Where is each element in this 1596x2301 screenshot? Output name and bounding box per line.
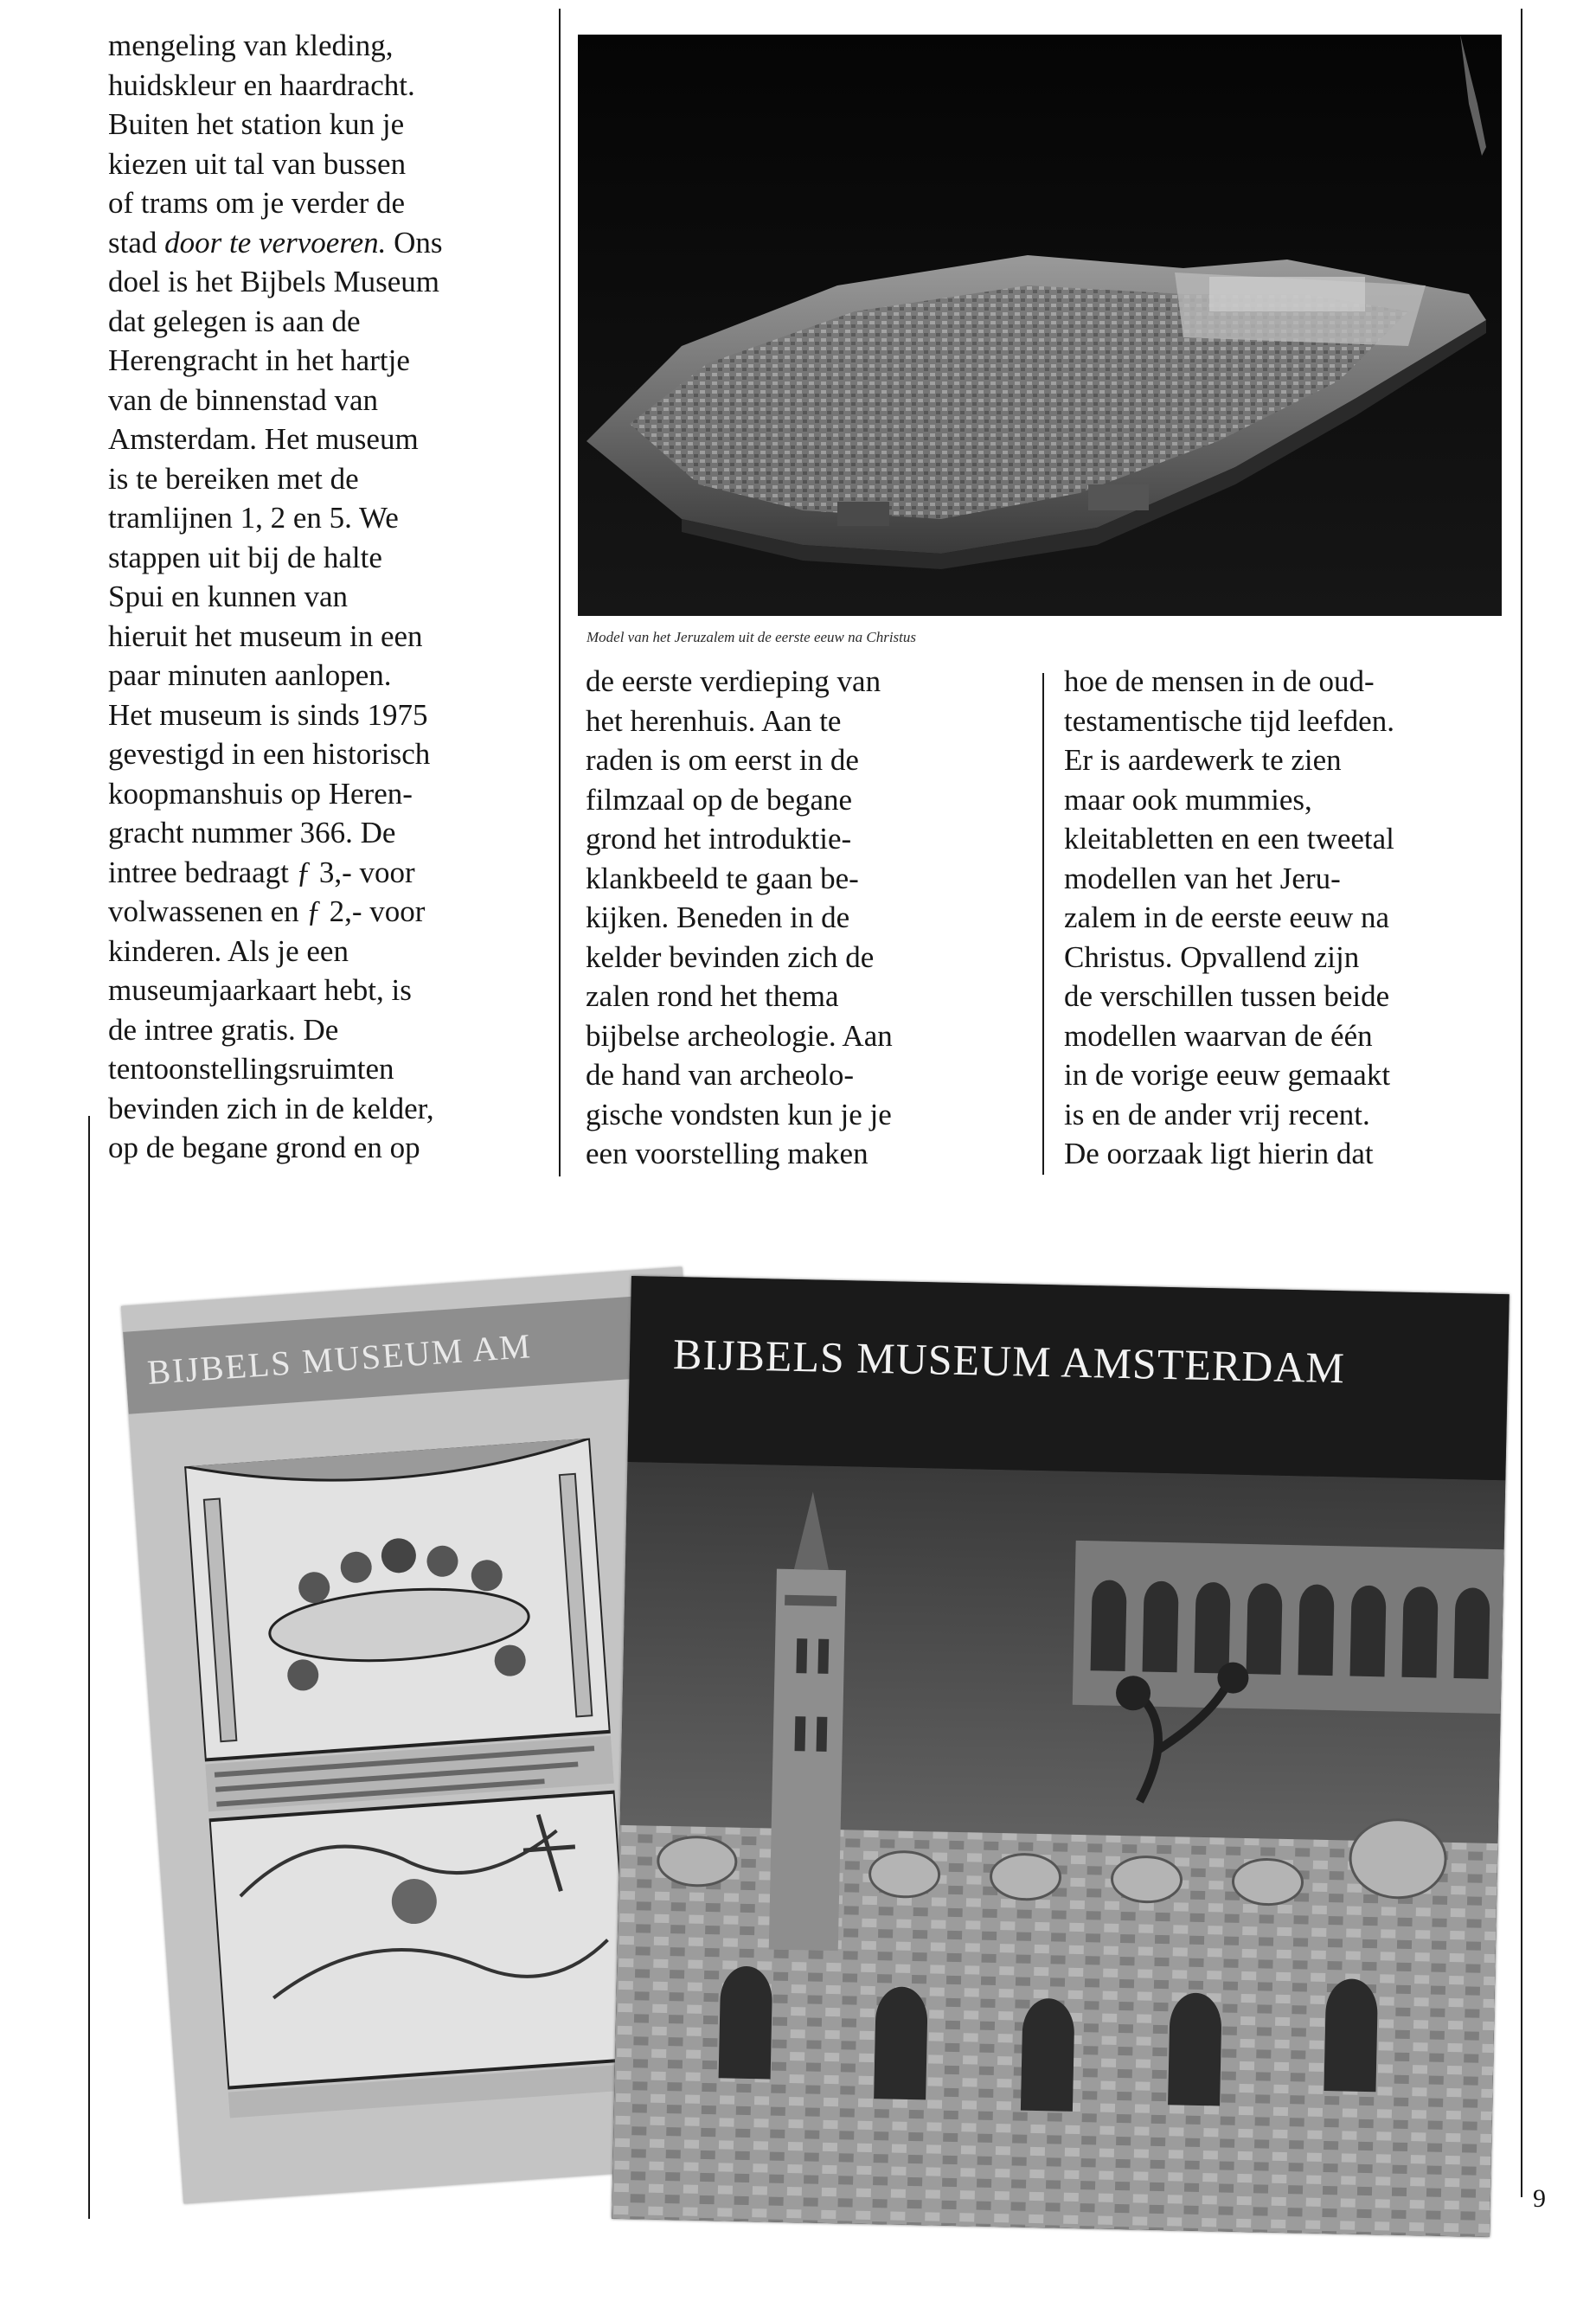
text-line: tramlijnen 1, 2 en 5. We [108, 501, 399, 535]
text-line: gevestigd in een historisch [108, 737, 431, 771]
text-line: modellen van het Jeru- [1064, 861, 1341, 895]
photo-caption: Model van het Jeruzalem uit de eerste eeuw na Christus [586, 629, 917, 645]
text-line: zalen rond het thema [586, 979, 839, 1013]
page-number: 9 [1533, 2184, 1546, 2213]
text-line: museumjaarkaart hebt, is [108, 973, 412, 1007]
text-line: mengeling van kleding, [108, 29, 394, 62]
text-line: bevinden zich in de kelder, [108, 1091, 434, 1125]
brochure-front-title: BIJBELS MUSEUM AMSTERDAM [672, 1330, 1346, 1393]
text-line: de intree gratis. De [108, 1012, 339, 1047]
text-line: raden is om eerst in de [586, 743, 859, 777]
brochure-back-title: BIJBELS MUSEUM AM [145, 1326, 534, 1393]
text-line: Amsterdam. Het museum [108, 422, 419, 456]
text-line: kinderen. Als je een [108, 933, 349, 968]
woodcut-illustration [184, 1439, 636, 2123]
column-divider-1 [559, 9, 561, 1176]
text-line: stappen uit bij de halte [108, 540, 382, 574]
text-line: Buiten het station kun je [108, 107, 405, 141]
text-line: zalem in de eerste eeuw na [1064, 901, 1390, 934]
left-margin-rule [88, 1116, 90, 2219]
text-line: op de begane grond en op [108, 1131, 420, 1164]
text-line: de hand van archeolo- [586, 1058, 854, 1092]
text-line: doel is het Bijbels Museum [108, 265, 440, 298]
column-divider-2 [1042, 673, 1044, 1175]
text-line: koopmanshuis op Heren- [108, 776, 413, 811]
text-line: huidskleur en haardracht. [108, 67, 415, 102]
text-line: kiezen uit tal van bussen [108, 146, 407, 181]
text-line: stad door te vervoeren. Ons [108, 225, 443, 260]
text-line: hoe de mensen in de oud- [1064, 664, 1375, 698]
text-line: is te bereiken met de [108, 461, 359, 496]
text-line: of trams om je verder de [108, 186, 406, 220]
text-column-1 [108, 26, 532, 1168]
text-line: de verschillen tussen beide [1064, 979, 1390, 1013]
text-line: gische vondsten kun je je [586, 1097, 892, 1131]
text-line: Er is aardewerk te zien [1064, 743, 1342, 777]
text-line: kelder bevinden zich de [586, 939, 875, 974]
text-line: tentoonstellingsruimten [108, 1052, 394, 1086]
text-line: het herenhuis. Aan te [586, 703, 842, 738]
text-line: Herengracht in het hartje [108, 343, 410, 377]
text-line: een voorstelling maken [586, 1137, 869, 1170]
text-line: hieruit het museum in een [108, 619, 423, 653]
text-line: Het museum is sinds 1975 [108, 697, 428, 732]
text-line: filmzaal op de begane [586, 782, 853, 817]
text-line: paar minuten aanlopen. [108, 658, 392, 692]
text-line: grond het introduktie- [586, 822, 852, 856]
text-line: de eerste verdieping van [586, 664, 881, 698]
right-margin-rule [1521, 9, 1522, 2197]
text-line: maar ook mummies, [1064, 782, 1312, 817]
jerusalem-model-photo [578, 35, 1502, 616]
text-line: kijken. Beneden in de [586, 901, 850, 934]
text-line: in de vorige eeuw gemaakt [1064, 1058, 1391, 1092]
text-column-2 [586, 662, 1010, 1174]
text-column-3 [1064, 662, 1514, 1174]
jerusalem-model-image [578, 35, 1502, 616]
text-line: testamentische tijd leefden. [1064, 703, 1394, 738]
text-line: bijbelse archeologie. Aan [586, 1018, 893, 1053]
text-line: gracht nummer 366. De [108, 816, 396, 849]
text-line: is en de ander vrij recent. [1064, 1097, 1370, 1131]
brochure-front [612, 1276, 1509, 2237]
text-line: modellen waarvan de één [1064, 1018, 1373, 1053]
text-line: kleitabletten en een tweetal [1064, 822, 1394, 856]
jerusalem-model-closeup-image [612, 1462, 1505, 2237]
text-line: dat gelegen is aan de [108, 304, 361, 338]
text-line: intree bedraagt ƒ 3,- voor [108, 855, 415, 889]
text-line: klankbeeld te gaan be- [586, 861, 859, 895]
text-line: volwassenen en ƒ 2,- voor [108, 894, 426, 928]
text-line: Christus. Opvallend zijn [1064, 939, 1360, 974]
text-line: De oorzaak ligt hierin dat [1064, 1137, 1374, 1170]
text-line: van de binnenstad van [108, 382, 378, 417]
text-line: Spui en kunnen van [108, 580, 349, 613]
